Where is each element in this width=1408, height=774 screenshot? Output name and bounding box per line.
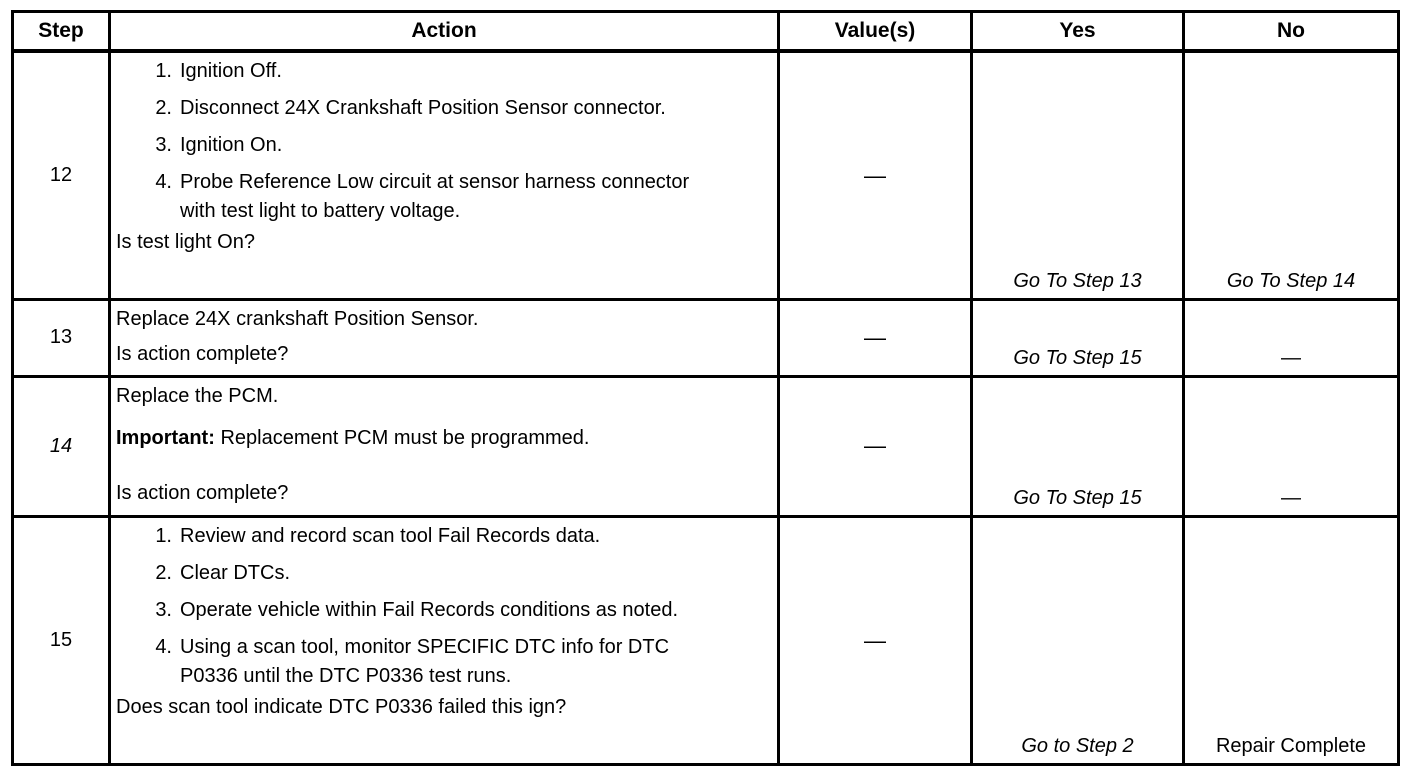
action-cell xyxy=(110,300,779,376)
action-step: 4. Probe Reference Low circuit at sensor harness connector with test light to battery voltage. xyxy=(155,171,690,222)
action-step: 1. Ignition Off. xyxy=(155,60,282,82)
yes-cell: Go To Step 15 xyxy=(972,376,1184,516)
action-question: Does scan tool indicate DTC P0336 failed this ign? xyxy=(116,696,567,719)
no-cell: Repair Complete xyxy=(1184,517,1399,765)
action-cell xyxy=(110,51,779,300)
important-label: Important: xyxy=(116,426,215,449)
action-cell xyxy=(110,517,779,765)
table-row xyxy=(13,517,1399,765)
action-text: Replace the PCM. xyxy=(116,384,279,407)
header-row xyxy=(13,12,1399,52)
action-question: Is test light On? xyxy=(116,231,255,253)
important-note xyxy=(116,424,771,453)
table-row xyxy=(13,51,1399,300)
yes-cell: Go To Step 13 xyxy=(972,51,1184,300)
no-cell: — xyxy=(1184,376,1399,516)
table-row xyxy=(13,376,1399,516)
step-number: 13 xyxy=(13,300,110,376)
action-text: Replace 24X crankshaft Position Sensor. xyxy=(116,308,479,331)
header-yes: Yes xyxy=(972,12,1184,52)
header-step: Step xyxy=(13,12,110,52)
step-number: 12 xyxy=(13,51,110,300)
action-steps xyxy=(116,57,771,226)
action-question: Is action complete? xyxy=(116,343,289,366)
action-question: Is action complete? xyxy=(116,481,289,504)
value-cell: — xyxy=(779,300,972,376)
header-no: No xyxy=(1184,12,1399,52)
action-cell xyxy=(110,376,779,516)
action-step: 1. Review and record scan tool Fail Records data. xyxy=(155,525,601,548)
yes-cell: Go To Step 15 xyxy=(972,300,1184,376)
header-values: Value(s) xyxy=(779,12,972,52)
value-cell: — xyxy=(779,376,972,516)
step-number: 14 xyxy=(13,376,110,516)
value-cell: — xyxy=(779,51,972,300)
step-number: 15 xyxy=(13,517,110,765)
table-row xyxy=(13,300,1399,376)
action-step: 3. Operate vehicle within Fail Records conditions as noted. xyxy=(155,599,679,622)
action-step: 3. Ignition On. xyxy=(155,134,283,156)
diagnostic-table xyxy=(11,10,1400,766)
important-text: Replacement PCM must be programmed. xyxy=(214,426,590,449)
no-cell: Go To Step 14 xyxy=(1184,51,1399,300)
yes-cell: Go to Step 2 xyxy=(972,517,1184,765)
action-step: 2. Clear DTCs. xyxy=(155,562,291,585)
action-step: 2. Disconnect 24X Crankshaft Position Sensor connector. xyxy=(155,97,666,119)
no-cell: — xyxy=(1184,300,1399,376)
header-action: Action xyxy=(110,12,779,52)
action-step: 4. Using a scan tool, monitor SPECIFIC DTC info for DTC P0336 until the DTC P0336 test runs. xyxy=(155,636,670,688)
action-steps xyxy=(116,522,771,691)
value-cell: — xyxy=(779,517,972,765)
